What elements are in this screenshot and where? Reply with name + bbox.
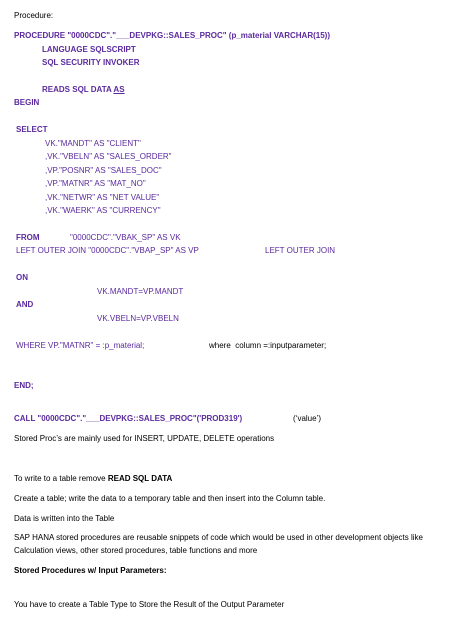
select-column: ,VK."NETWR" AS "NET VALUE" <box>45 193 160 202</box>
select-column: ,VK."VBELN" AS "SALES_ORDER" <box>45 152 172 161</box>
table-type-note: You have to create a Table Type to Store the Result of the Output Parameter <box>14 600 285 609</box>
data-written-note: Data is written into the Table <box>14 514 115 523</box>
procedure-declaration: PROCEDURE "0000CDC"."___DEVPKG::SALES_PROC" (p_material VARCHAR(15)) <box>14 31 330 40</box>
on-keyword: ON <box>16 273 28 282</box>
remove-note-bold: READ SQL DATA <box>107 474 173 483</box>
select-column: ,VP."MATNR" AS "MAT_NO" <box>45 179 146 188</box>
and-keyword: AND <box>16 300 34 309</box>
remove-note-text: To write to a table remove <box>14 474 108 483</box>
from-keyword: FROM <box>16 233 40 242</box>
reads-as-keyword: AS <box>113 85 125 94</box>
select-column: ,VP."POSNR" AS "SALES_DOC" <box>45 166 162 175</box>
input-parameters-heading: Stored Procedures w/ Input Parameters: <box>14 566 167 575</box>
call-value-note: (‘value’) <box>293 414 322 423</box>
and-condition: VK.VBELN=VP.VBELN <box>97 314 179 323</box>
security-clause: SQL SECURITY INVOKER <box>42 58 140 67</box>
hana-description-line-1: SAP HANA stored procedures are reusable snippets of code which would be used in other development objects like <box>14 533 423 542</box>
where-note: where column =:inputparameter; <box>209 341 327 350</box>
left-outer-join-clause: LEFT OUTER JOIN "0000CDC"."VBAP_SP" AS VP <box>16 246 199 255</box>
where-clause: WHERE VP."MATNR" = :p_material; <box>16 341 145 350</box>
left-outer-join-note: LEFT OUTER JOIN <box>265 246 336 255</box>
procedure-heading: Procedure: <box>14 11 54 20</box>
end-keyword: END; <box>14 381 34 390</box>
select-keyword: SELECT <box>16 125 48 134</box>
from-table: "0000CDC"."VBAK_SP" AS VK <box>70 233 181 242</box>
select-column: ,VK."WAERK" AS "CURRENCY" <box>45 206 161 215</box>
reads-prefix: READS SQL DATA <box>42 85 114 94</box>
on-condition: VK.MANDT=VP.MANDT <box>97 287 184 296</box>
reads-sql-data-clause <box>42 85 125 95</box>
remove-read-sql-data-note <box>14 474 172 484</box>
create-table-note: Create a table; write the data to a temporary table and then insert into the Column table. <box>14 494 326 503</box>
hana-description-line-2: Calculation views, other stored procedures, table functions and more <box>14 546 258 555</box>
select-column: VK."MANDT" AS "CLIENT" <box>45 139 141 148</box>
language-clause: LANGUAGE SQLSCRIPT <box>42 45 136 54</box>
call-statement: CALL "0000CDC"."___DEVPKG::SALES_PROC"('PROD319') <box>14 414 243 423</box>
begin-keyword: BEGIN <box>14 98 40 107</box>
stored-proc-note: Stored Proc’s are mainly used for INSERT, UPDATE, DELETE operations <box>14 434 275 443</box>
